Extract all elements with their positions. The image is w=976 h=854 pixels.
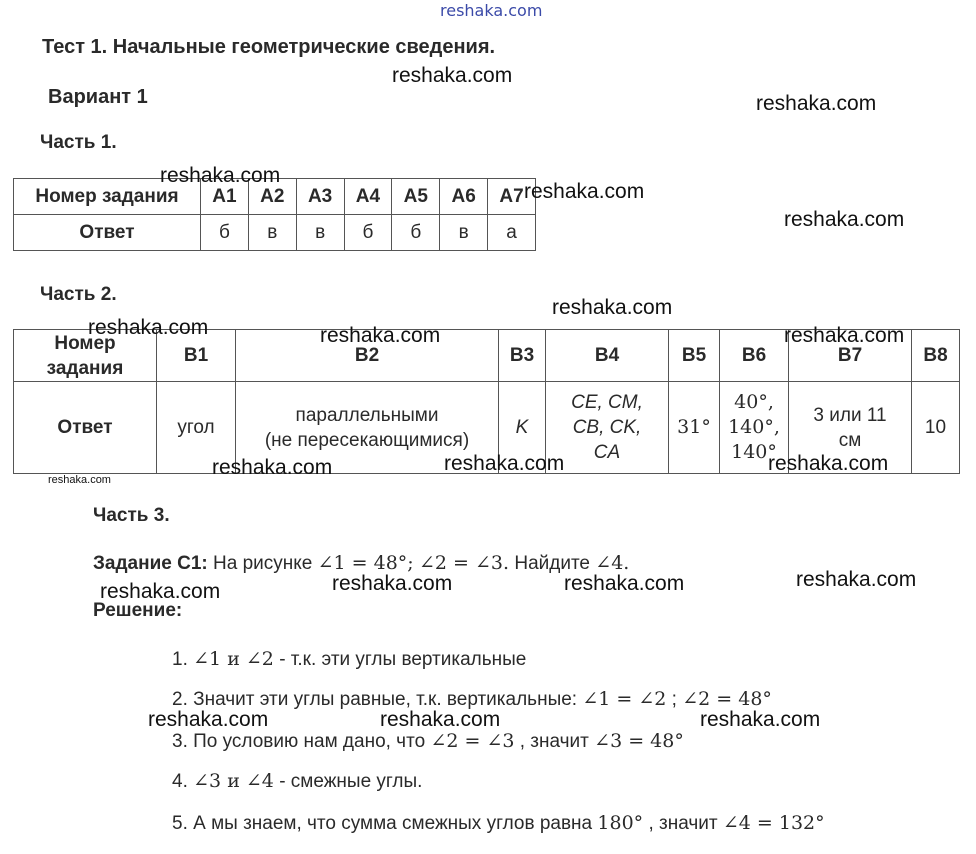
table-cell: угол	[157, 382, 236, 474]
watermark: reshaka.com	[552, 296, 673, 319]
cell-line: CA	[593, 442, 621, 463]
task-text: На рисунке	[213, 553, 313, 574]
task-math: ∠1 = 48°;	[317, 552, 414, 574]
table-cell: б	[392, 215, 440, 251]
table-cell: а	[488, 215, 536, 251]
watermark: reshaka.com	[320, 324, 441, 347]
table-header-cell: B7	[789, 330, 912, 382]
part1-table	[13, 178, 536, 251]
part3-heading: Часть 3.	[93, 505, 170, 526]
watermark: reshaka.com	[88, 316, 209, 339]
watermark: reshaka.com	[392, 64, 513, 87]
step-math: ∠1 = ∠2	[582, 688, 667, 710]
cell-line: 3 или 11	[813, 404, 887, 426]
task-math: ∠4.	[595, 552, 630, 574]
table-cell: б	[201, 215, 249, 251]
watermark: reshaka.com	[148, 708, 269, 731]
step-text: , значит	[648, 813, 718, 834]
watermark: reshaka.com	[160, 164, 281, 187]
part1-heading: Часть 1.	[40, 132, 117, 153]
solution-step-1	[172, 648, 526, 671]
table-header-cell: B8	[912, 330, 960, 382]
watermark-top: reshaka.com	[440, 1, 543, 20]
watermark: reshaka.com	[212, 456, 333, 479]
table-cell: Ответ	[14, 382, 157, 474]
cell-line: (не пересекающимися)	[264, 429, 470, 451]
table-header-cell: A4	[344, 179, 392, 215]
step-text: 4.	[172, 771, 188, 792]
step-text: 2. Значит эти углы равные, т.к. вертикальные:	[172, 689, 578, 710]
table-cell: б	[344, 215, 392, 251]
cell-line: CE, CM,	[571, 392, 643, 413]
watermark: reshaka.com	[380, 708, 501, 731]
table-cell: Ответ	[14, 215, 201, 251]
watermark: reshaka.com	[756, 92, 877, 115]
table-header-cell: B4	[546, 330, 669, 382]
header-line: Номер	[54, 332, 116, 354]
watermark-small: reshaka.com	[48, 474, 111, 486]
part2-heading: Часть 2.	[40, 284, 117, 305]
task-label: Задание С1:	[93, 553, 208, 574]
table-header-cell: A3	[296, 179, 344, 215]
table-header-cell: A2	[248, 179, 296, 215]
cell-line: 40°,	[734, 391, 774, 413]
watermark: reshaka.com	[796, 568, 917, 591]
cell-line: 140°,	[728, 416, 780, 438]
table-header-cell: B1	[157, 330, 236, 382]
step-text: ;	[671, 689, 677, 710]
page-title: Тест 1. Начальные геометрические сведения.	[42, 36, 496, 58]
table-header-cell: A5	[392, 179, 440, 215]
table-cell: 31°	[669, 382, 720, 474]
table-cell: в	[248, 215, 296, 251]
table-header-cell: A6	[440, 179, 488, 215]
task-math: ∠2 = ∠3.	[419, 552, 510, 574]
step-text: - смежные углы.	[279, 771, 423, 792]
variant-heading: Вариант 1	[48, 86, 148, 108]
step-math: ∠4 = 132°	[722, 812, 825, 834]
watermark: reshaka.com	[332, 572, 453, 595]
watermark: reshaka.com	[784, 208, 905, 231]
watermark: reshaka.com	[784, 324, 905, 347]
cell-line: CB, CK,	[572, 417, 642, 438]
watermark: reshaka.com	[768, 452, 889, 475]
step-text: 5. А мы знаем, что сумма смежных углов равна	[172, 813, 593, 834]
table-cell: в	[440, 215, 488, 251]
table-cell: K	[499, 382, 546, 474]
step-text: 1.	[172, 649, 188, 670]
watermark: reshaka.com	[100, 580, 221, 603]
watermark: reshaka.com	[700, 708, 821, 731]
table-header-cell: Номер задания	[14, 179, 201, 215]
task-text: Найдите	[514, 553, 591, 574]
table-header-cell: B2	[236, 330, 499, 382]
table-header-cell: A1	[201, 179, 249, 215]
cell-line: см	[838, 429, 862, 451]
watermark: reshaka.com	[564, 572, 685, 595]
table-cell: 10	[912, 382, 960, 474]
table-header-cell: B3	[499, 330, 546, 382]
step-text: , значит	[519, 731, 589, 752]
step-math: ∠3 = 48°	[594, 730, 684, 752]
watermark: reshaka.com	[524, 180, 645, 203]
step-text: 3. По условию нам дано, что	[172, 731, 426, 752]
solution-step-5	[172, 812, 825, 835]
step-text: - т.к. эти углы вертикальные	[279, 649, 527, 670]
solution-step-4	[172, 770, 422, 793]
cell-line: параллельными	[295, 404, 439, 426]
table-row	[14, 215, 536, 251]
step-math: ∠1 и ∠2	[193, 648, 274, 670]
step-math: ∠2 = ∠3	[430, 730, 515, 752]
table-cell: в	[296, 215, 344, 251]
solution-step-3	[172, 730, 684, 753]
header-line: задания	[46, 357, 124, 379]
table-header-cell: A7	[488, 179, 536, 215]
solution-label: Решение:	[93, 600, 183, 621]
watermark: reshaka.com	[444, 452, 565, 475]
table-header-cell: B5	[669, 330, 720, 382]
step-math: ∠3 и ∠4	[193, 770, 274, 792]
cell-line: 140°	[731, 441, 777, 463]
table-header-cell: B6	[720, 330, 789, 382]
step-math: ∠2 = 48°	[682, 688, 772, 710]
step-math: 180°	[597, 812, 644, 834]
